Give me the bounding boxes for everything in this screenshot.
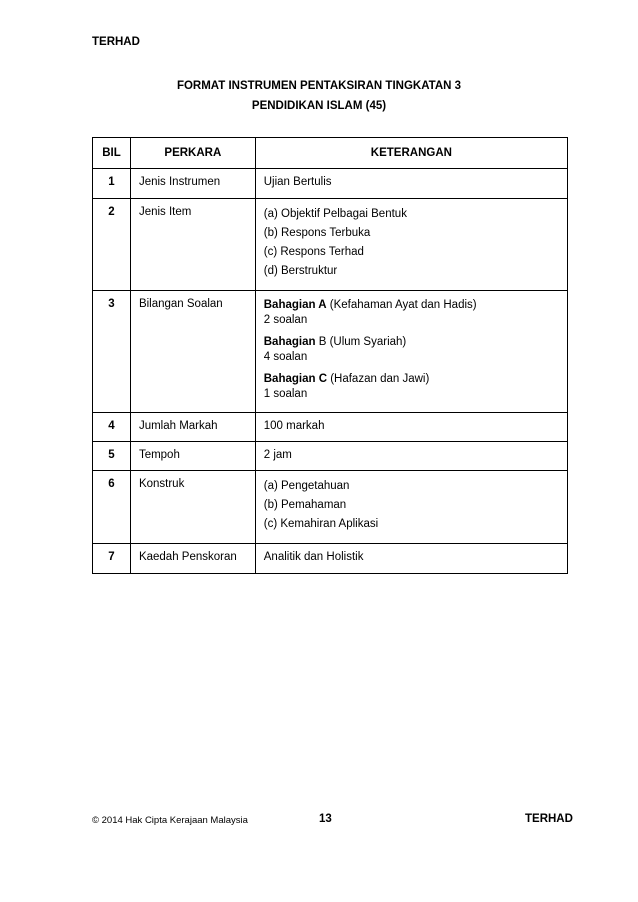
- row-description: [255, 471, 567, 544]
- row-description: Analitik dan Holistik: [255, 544, 567, 574]
- section-block: [264, 298, 559, 328]
- row-description: [255, 199, 567, 291]
- column-header-perkara: PERKARA: [130, 138, 255, 169]
- row-number: 4: [93, 413, 131, 442]
- row-item: Konstruk: [130, 471, 255, 544]
- document-subtitle: PENDIDIKAN ISLAM (45): [251, 100, 387, 112]
- list-item: (b) Respons Terbuka: [263, 227, 371, 239]
- column-header-bil: BIL: [93, 138, 131, 169]
- row-description: 100 markah: [255, 413, 567, 442]
- row-item: Jumlah Markah: [130, 413, 255, 442]
- section-name: Bahagian A: [263, 299, 327, 311]
- list-item: (d) Berstruktur: [263, 265, 338, 277]
- section-block: [264, 372, 559, 402]
- table-row: [93, 442, 568, 471]
- table-row: [93, 471, 568, 544]
- row-description: [255, 291, 567, 413]
- row-item: Jenis Instrumen: [130, 169, 255, 199]
- list-item: (b) Pemahaman: [263, 499, 347, 511]
- footer-classification-label: TERHAD: [525, 813, 573, 825]
- section-description: (Hafazan dan Jawi): [327, 373, 430, 385]
- section-name: Bahagian C: [263, 373, 328, 385]
- page-number: 13: [319, 813, 332, 825]
- section-name: Bahagian: [263, 336, 316, 348]
- table-row: [93, 169, 568, 199]
- question-count: 1 soalan: [263, 388, 308, 400]
- list-item: (a) Pengetahuan: [263, 480, 350, 492]
- row-description: 2 jam: [255, 442, 567, 471]
- instrument-format-table: [92, 137, 568, 574]
- row-item: Bilangan Soalan: [130, 291, 255, 413]
- row-item: Tempoh: [130, 442, 255, 471]
- table-row: [93, 291, 568, 413]
- question-count: 4 soalan: [263, 351, 308, 363]
- section-description: B (Ulum Syariah): [315, 336, 407, 348]
- section-description: (Kefahaman Ayat dan Hadis): [326, 299, 477, 311]
- list-item: (c) Respons Terhad: [263, 246, 364, 258]
- table-row: [93, 413, 568, 442]
- header-classification-label: TERHAD: [92, 36, 140, 48]
- row-description: Ujian Bertulis: [255, 169, 567, 199]
- column-header-keterangan: KETERANGAN: [255, 138, 567, 169]
- row-number: 5: [93, 442, 131, 471]
- table-header-row: [93, 138, 568, 169]
- section-block: [264, 335, 559, 365]
- row-number: 1: [93, 169, 131, 199]
- list-item: (a) Objektif Pelbagai Bentuk: [263, 208, 407, 220]
- row-number: 2: [93, 199, 131, 291]
- question-count: 2 soalan: [263, 314, 308, 326]
- list-item: (c) Kemahiran Aplikasi: [263, 518, 379, 530]
- row-number: 6: [93, 471, 131, 544]
- document-title: FORMAT INSTRUMEN PENTAKSIRAN TINGKATAN 3: [176, 80, 462, 92]
- row-number: 7: [93, 544, 131, 574]
- row-number: 3: [93, 291, 131, 413]
- table-row: [93, 544, 568, 574]
- table-row: [93, 199, 568, 291]
- row-item: Jenis Item: [130, 199, 255, 291]
- row-item: Kaedah Penskoran: [130, 544, 255, 574]
- copyright-notice: © 2014 Hak Cipta Kerajaan Malaysia: [92, 815, 248, 826]
